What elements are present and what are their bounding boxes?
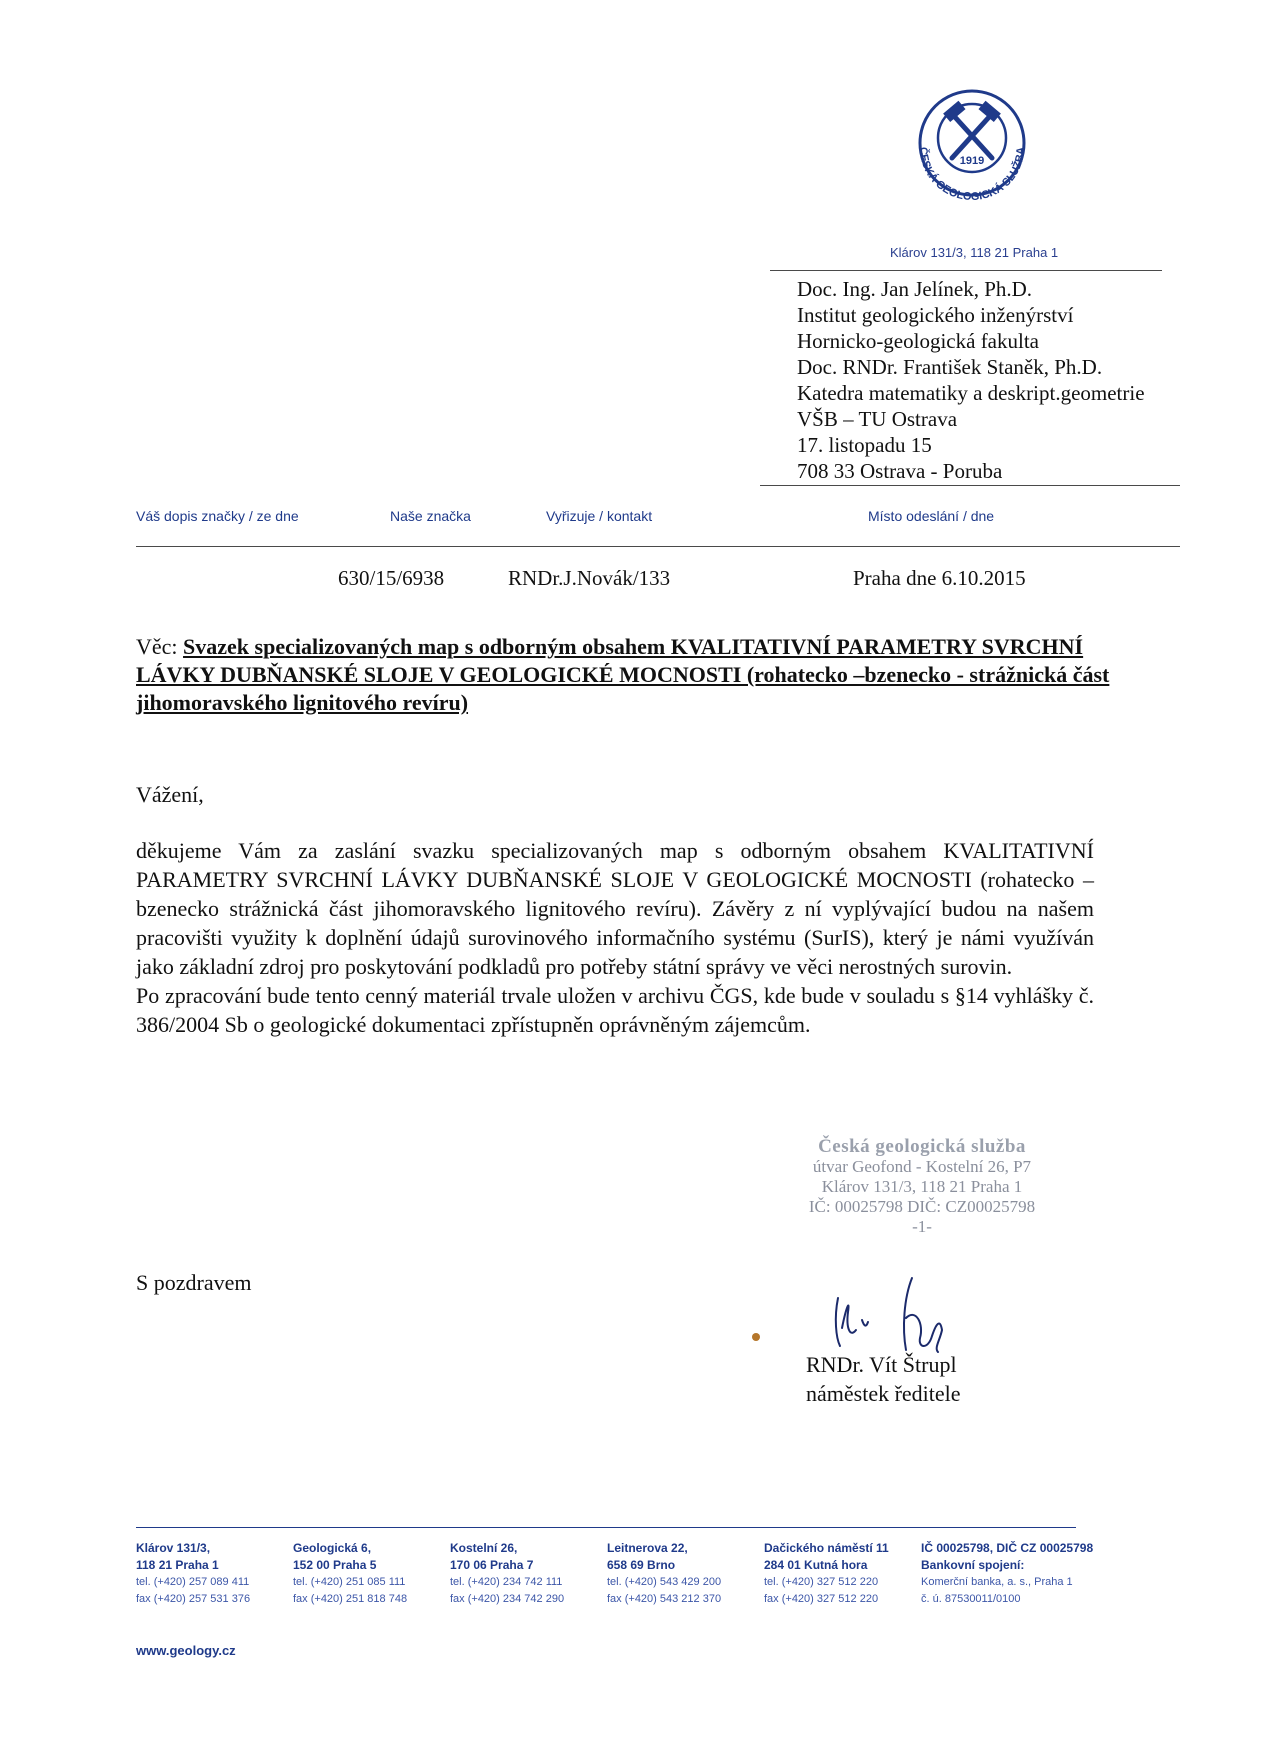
recipient-address-block	[797, 276, 1145, 484]
footer-city: 170 06 Praha 7	[450, 1558, 534, 1572]
closing: S pozdravem	[136, 1270, 252, 1295]
stamp-line: Klárov 131/3, 118 21 Praha 1	[821, 1177, 1023, 1196]
footer-company-id: IČ 00025798, DIČ CZ 00025798	[921, 1541, 1094, 1555]
our-reference: 630/15/6938	[338, 566, 445, 590]
footer-address: Leitnerova 22,	[607, 1541, 688, 1555]
body-paragraph-1: děkujeme Vám za zaslání svazku specializovaných map s odborným obsahem KVALITATIVNÍ PARAMETRY SVRCHNÍ LÁVKY DUBŇANSKÉ SLOJE V GEOLOGICKÉ MOCNOSTI (rohatecko – bzenecko strážnická část jihomoravského lignitového revíru). Závěry z ní vyplývající budou na našem pracovišti využity k doplnění údajů surovinového informačního systému (SurIS), který je námi využíván jako základní zdroj pro poskytování podkladů pro potřeby státní správy ve věci nerostných surovin.	[136, 838, 1094, 979]
stamp-line: IČ: 00025798 DIČ: CZ00025798	[808, 1197, 1036, 1216]
stamp-line: Česká geologická služba	[818, 1136, 1026, 1157]
footer-phone: tel. (+420) 543 429 200	[607, 1576, 722, 1588]
crossed-hammers-icon	[952, 116, 992, 158]
stamp-line: -1-	[912, 1217, 932, 1236]
label-our-ref: Naše značka	[390, 508, 471, 524]
footer-bank-label: Bankovní spojení:	[921, 1558, 1025, 1572]
footer-contacts	[136, 1540, 1094, 1608]
stamp-line: útvar Geofond - Kostelní 26, P7	[812, 1157, 1032, 1176]
salutation: Vážení,	[136, 782, 204, 807]
footer-phone: tel. (+420) 234 742 111	[450, 1576, 563, 1588]
signatory-name: RNDr. Vít Štrupl	[806, 1352, 957, 1377]
footer-phone: tel. (+420) 257 089 411	[136, 1576, 250, 1588]
footer-fax: fax (+420) 327 512 220	[764, 1593, 879, 1605]
signatory-title: náměstek ředitele	[806, 1381, 961, 1406]
recipient-top-rule	[770, 270, 1162, 271]
label-handled-by: Vyřizuje / kontakt	[546, 508, 653, 524]
recipient-line: 708 33 Ostrava - Poruba	[797, 459, 1003, 483]
footer-city: 118 21 Praha 1	[136, 1558, 219, 1572]
handled-by: RNDr.J.Novák/133	[508, 566, 671, 590]
footer-fax: fax (+420) 257 531 376	[136, 1593, 251, 1605]
recipient-line: Doc. RNDr. František Staněk, Ph.D.	[797, 355, 1103, 379]
footer-address: Geologická 6,	[293, 1541, 372, 1555]
footer-column	[136, 1540, 293, 1608]
label-place-date: Místo odeslání / dne	[868, 508, 995, 524]
recipient-line: Institut geologického inženýrství	[797, 303, 1074, 327]
official-stamp	[772, 1137, 1072, 1237]
footer-fax: fax (+420) 234 742 290	[450, 1593, 565, 1605]
czech-geological-survey-logo	[902, 88, 1042, 208]
subject-label: Věc:	[136, 634, 178, 659]
footer-phone: tel. (+420) 251 085 111	[293, 1576, 406, 1588]
footer-city: 152 00 Praha 5	[293, 1558, 377, 1572]
recipient-line: VŠB – TU Ostrava	[797, 407, 958, 431]
recipient-line: Katedra matematiky a deskript.geometrie	[797, 381, 1145, 405]
footer-address: Dačického náměstí 11	[764, 1541, 889, 1555]
footer-column-bank	[921, 1540, 1094, 1608]
footer-fax: fax (+420) 543 212 370	[607, 1593, 722, 1605]
body-paragraph-2: Po zpracování bude tento cenný materiál trvale uložen v archivu ČGS, kde bude v souladu s §14 vyhlášky č. 386/2004 Sb o geologické dokumentaci zpřístupněn oprávněným zájemcům.	[136, 983, 1094, 1037]
footer-column	[450, 1540, 607, 1608]
recipient-line: Doc. Ing. Jan Jelínek, Ph.D.	[797, 277, 1033, 301]
letter-body	[136, 836, 1094, 1039]
recipient-bottom-rule	[760, 485, 1180, 486]
footer-fax: fax (+420) 251 818 748	[293, 1593, 408, 1605]
label-your-letter: Váš dopis značky / ze dne	[136, 508, 299, 524]
footer-column	[607, 1540, 764, 1608]
footer-bank-name: Komerční banka, a. s., Praha 1	[921, 1576, 1073, 1588]
subject	[136, 633, 1146, 717]
logo-text: ČESKÁ GEOLOGICKÁ SLUŽBA	[916, 146, 1028, 204]
handwritten-signature	[820, 1268, 990, 1358]
recipient-line: 17. listopadu 15	[797, 433, 932, 457]
footer-address: Klárov 131/3,	[136, 1541, 211, 1555]
subject-text: Svazek specializovaných map s odborným obsahem KVALITATIVNÍ PARAMETRY SVRCHNÍ LÁVKY DUBŇANSKÉ SLOJE V GEOLOGICKÉ MOCNOSTI (rohatecko –bzenecko - strážnická část jihomoravského lignitového revíru)	[136, 634, 1110, 715]
website-link[interactable]: www.geology.cz	[136, 1643, 236, 1658]
recipient-line: Hornicko-geologická fakulta	[797, 329, 1039, 353]
footer-city: 658 69 Brno	[607, 1558, 676, 1572]
footer-city: 284 01 Kutná hora	[764, 1558, 868, 1572]
signatory	[806, 1350, 961, 1408]
place-and-date: Praha dne 6.10.2015	[853, 566, 1026, 590]
footer-address: Kostelní 26,	[450, 1541, 518, 1555]
sender-address: Klárov 131/3, 118 21 Praha 1	[890, 245, 1059, 260]
footer-bank-account: č. ú. 87530011/0100	[921, 1593, 1021, 1605]
signature-mark-dot	[752, 1333, 760, 1341]
footer-phone: tel. (+420) 327 512 220	[764, 1576, 879, 1588]
footer-column	[293, 1540, 450, 1608]
footer-column	[764, 1540, 921, 1608]
header-rule	[136, 546, 1180, 547]
logo-year: 1919	[959, 155, 985, 167]
footer-rule	[136, 1527, 1076, 1528]
